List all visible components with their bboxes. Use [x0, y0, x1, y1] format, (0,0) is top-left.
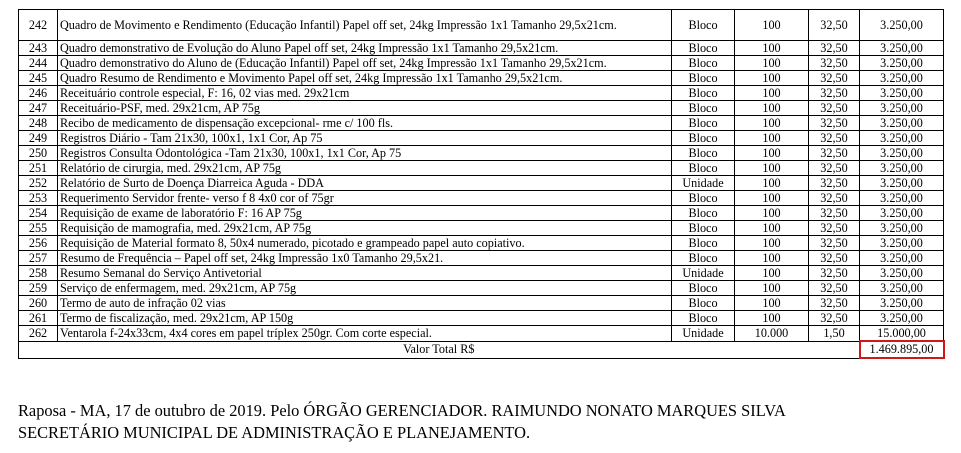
table-row [19, 206, 944, 221]
item-description: Quadro de Movimento e Rendimento (Educação Infantil) Papel off set, 24kg Impressão 1x1 Tamanho 29,5x21cm. [58, 10, 672, 41]
item-description: Registros Consulta Odontológica -Tam 21x30, 100x1, 1x1 Cor, Ap 75 [58, 146, 672, 161]
item-total: 3.250,00 [860, 311, 944, 326]
item-unit-price: 32,50 [809, 146, 860, 161]
item-number: 257 [19, 251, 58, 266]
item-description: Requisição de Material formato 8, 50x4 numerado, picotado e grampeado papel auto copiativo. [58, 236, 672, 251]
item-total: 15.000,00 [860, 326, 944, 342]
item-number: 245 [19, 71, 58, 86]
item-unit: Bloco [672, 311, 735, 326]
item-quantity: 100 [735, 86, 809, 101]
table-row [19, 116, 944, 131]
total-row [19, 341, 944, 358]
item-total: 3.250,00 [860, 281, 944, 296]
item-unit-price: 32,50 [809, 101, 860, 116]
item-unit-price: 32,50 [809, 191, 860, 206]
item-description: Resumo Semanal do Serviço Antivetorial [58, 266, 672, 281]
item-number: 251 [19, 161, 58, 176]
total-label: Valor Total R$ [19, 341, 860, 358]
item-description: Receituário-PSF, med. 29x21cm, AP 75g [58, 101, 672, 116]
item-unit: Bloco [672, 86, 735, 101]
item-number: 258 [19, 266, 58, 281]
item-quantity: 100 [735, 131, 809, 146]
item-quantity: 100 [735, 10, 809, 41]
table-row [19, 56, 944, 71]
item-quantity: 100 [735, 56, 809, 71]
item-description: Termo de auto de infração 02 vias [58, 296, 672, 311]
item-number: 256 [19, 236, 58, 251]
item-quantity: 100 [735, 161, 809, 176]
item-unit: Unidade [672, 326, 735, 342]
item-total: 3.250,00 [860, 131, 944, 146]
item-quantity: 100 [735, 266, 809, 281]
signature-footer [18, 400, 948, 444]
item-number: 243 [19, 41, 58, 56]
item-unit: Bloco [672, 56, 735, 71]
item-quantity: 100 [735, 221, 809, 236]
item-description: Quadro demonstrativo de Evolução do Aluno Papel off set, 24kg Impressão 1x1 Tamanho 29,5x21cm. [58, 41, 672, 56]
table-row [19, 161, 944, 176]
item-description: Ventarola f-24x33cm, 4x4 cores em papel tríplex 250gr. Com corte especial. [58, 326, 672, 342]
item-description: Termo de fiscalização, med. 29x21cm, AP 150g [58, 311, 672, 326]
item-unit: Bloco [672, 71, 735, 86]
item-number: 259 [19, 281, 58, 296]
table-row [19, 71, 944, 86]
item-unit-price: 32,50 [809, 161, 860, 176]
grand-total: 1.469.895,00 [860, 341, 944, 358]
item-number: 260 [19, 296, 58, 311]
item-quantity: 100 [735, 101, 809, 116]
item-unit: Bloco [672, 131, 735, 146]
item-quantity: 100 [735, 191, 809, 206]
table-row [19, 281, 944, 296]
item-unit-price: 32,50 [809, 251, 860, 266]
table-row [19, 266, 944, 281]
item-number: 249 [19, 131, 58, 146]
items-table [18, 9, 945, 359]
table-row [19, 176, 944, 191]
item-number: 247 [19, 101, 58, 116]
item-unit: Bloco [672, 116, 735, 131]
item-total: 3.250,00 [860, 221, 944, 236]
item-total: 3.250,00 [860, 71, 944, 86]
table-row [19, 221, 944, 236]
item-description: Recibo de medicamento de dispensação excepcional- rme c/ 100 fls. [58, 116, 672, 131]
item-total: 3.250,00 [860, 41, 944, 56]
item-total: 3.250,00 [860, 161, 944, 176]
item-unit-price: 32,50 [809, 86, 860, 101]
item-unit-price: 32,50 [809, 206, 860, 221]
table-row [19, 311, 944, 326]
item-description: Requisição de mamografia, med. 29x21cm, AP 75g [58, 221, 672, 236]
item-quantity: 100 [735, 251, 809, 266]
footer-line-2: SECRETÁRIO MUNICIPAL DE ADMINISTRAÇÃO E PLANEJAMENTO. [18, 423, 531, 442]
item-total: 3.250,00 [860, 251, 944, 266]
item-total: 3.250,00 [860, 206, 944, 221]
item-unit-price: 32,50 [809, 236, 860, 251]
item-description: Requisição de exame de laboratório F: 16 AP 75g [58, 206, 672, 221]
table-row [19, 146, 944, 161]
item-description: Requerimento Servidor frente- verso f 8 4x0 cor of 75gr [58, 191, 672, 206]
item-number: 248 [19, 116, 58, 131]
item-description: Quadro Resumo de Rendimento e Movimento Papel off set, 24kg Impressão 1x1 Tamanho 29,5x21cm. [58, 71, 672, 86]
item-quantity: 100 [735, 281, 809, 296]
item-total: 3.250,00 [860, 146, 944, 161]
item-unit: Bloco [672, 101, 735, 116]
item-unit-price: 32,50 [809, 296, 860, 311]
item-total: 3.250,00 [860, 176, 944, 191]
item-unit: Unidade [672, 176, 735, 191]
item-unit: Bloco [672, 146, 735, 161]
item-number: 246 [19, 86, 58, 101]
item-total: 3.250,00 [860, 191, 944, 206]
items-body [19, 10, 944, 342]
item-unit: Bloco [672, 251, 735, 266]
item-quantity: 100 [735, 71, 809, 86]
item-total: 3.250,00 [860, 296, 944, 311]
table-row [19, 41, 944, 56]
item-number: 255 [19, 221, 58, 236]
item-unit-price: 1,50 [809, 326, 860, 342]
item-unit-price: 32,50 [809, 221, 860, 236]
item-number: 242 [19, 10, 58, 41]
item-unit-price: 32,50 [809, 266, 860, 281]
item-unit-price: 32,50 [809, 176, 860, 191]
item-unit-price: 32,50 [809, 116, 860, 131]
table-row [19, 86, 944, 101]
table-row [19, 191, 944, 206]
item-total: 3.250,00 [860, 56, 944, 71]
item-number: 253 [19, 191, 58, 206]
item-quantity: 100 [735, 296, 809, 311]
item-unit-price: 32,50 [809, 281, 860, 296]
table-row [19, 101, 944, 116]
item-unit-price: 32,50 [809, 41, 860, 56]
item-description: Relatório de cirurgia, med. 29x21cm, AP 75g [58, 161, 672, 176]
footer-line-1: Raposa - MA, 17 de outubro de 2019. Pelo ÓRGÃO GERENCIADOR. RAIMUNDO NONATO MARQUES SILVA [18, 401, 786, 420]
item-unit-price: 32,50 [809, 311, 860, 326]
item-total: 3.250,00 [860, 236, 944, 251]
item-unit-price: 32,50 [809, 56, 860, 71]
item-quantity: 100 [735, 146, 809, 161]
item-total: 3.250,00 [860, 116, 944, 131]
item-description: Serviço de enfermagem, med. 29x21cm, AP 75g [58, 281, 672, 296]
item-unit: Bloco [672, 221, 735, 236]
item-quantity: 100 [735, 116, 809, 131]
table-row [19, 251, 944, 266]
item-quantity: 100 [735, 206, 809, 221]
item-number: 244 [19, 56, 58, 71]
table-row [19, 296, 944, 311]
item-number: 254 [19, 206, 58, 221]
table-row [19, 131, 944, 146]
item-description: Relatório de Surto de Doença Diarreica Aguda - DDA [58, 176, 672, 191]
item-unit: Bloco [672, 281, 735, 296]
item-total: 3.250,00 [860, 101, 944, 116]
table-row [19, 236, 944, 251]
item-quantity: 100 [735, 236, 809, 251]
item-unit-price: 32,50 [809, 71, 860, 86]
table-row [19, 10, 944, 41]
item-number: 252 [19, 176, 58, 191]
item-number: 261 [19, 311, 58, 326]
item-description: Quadro demonstrativo do Aluno de (Educação Infantil) Papel off set, 24kg Impressão 1x1 Tamanho 29,5x21cm. [58, 56, 672, 71]
item-unit: Bloco [672, 191, 735, 206]
item-unit: Bloco [672, 10, 735, 41]
table-row [19, 326, 944, 342]
item-unit: Bloco [672, 206, 735, 221]
item-unit: Unidade [672, 266, 735, 281]
item-quantity: 10.000 [735, 326, 809, 342]
item-unit: Bloco [672, 41, 735, 56]
item-total: 3.250,00 [860, 266, 944, 281]
item-number: 250 [19, 146, 58, 161]
item-total: 3.250,00 [860, 86, 944, 101]
item-number: 262 [19, 326, 58, 342]
item-unit-price: 32,50 [809, 10, 860, 41]
item-unit-price: 32,50 [809, 131, 860, 146]
item-total: 3.250,00 [860, 10, 944, 41]
item-quantity: 100 [735, 41, 809, 56]
item-description: Receituário controle especial, F: 16, 02 vias med. 29x21cm [58, 86, 672, 101]
item-quantity: 100 [735, 311, 809, 326]
item-unit: Bloco [672, 236, 735, 251]
item-unit: Bloco [672, 296, 735, 311]
item-unit: Bloco [672, 161, 735, 176]
item-description: Resumo de Frequência – Papel off set, 24kg Impressão 1x0 Tamanho 29,5x21. [58, 251, 672, 266]
item-description: Registros Diário - Tam 21x30, 100x1, 1x1 Cor, Ap 75 [58, 131, 672, 146]
item-quantity: 100 [735, 176, 809, 191]
